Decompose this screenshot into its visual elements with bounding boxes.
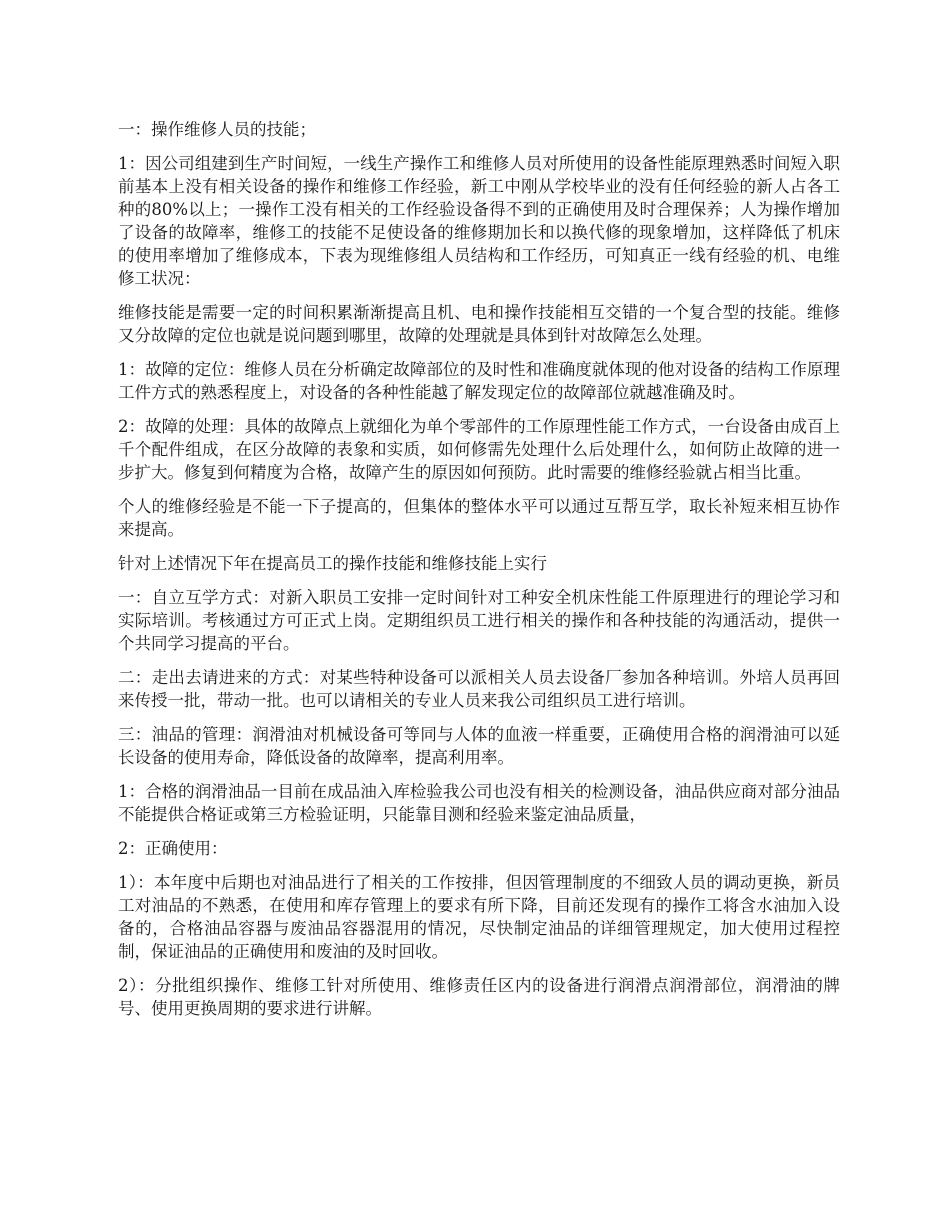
paragraph-lubrication-training: 2）：分批组织操作、维修工针对所使用、维修责任区内的设备进行润滑点润滑部位，润滑油的牌号、使用更换周期的要求进行讲解。 bbox=[118, 976, 840, 1018]
paragraph-correct-use-heading: 2：正确使用： bbox=[118, 839, 228, 858]
document-body bbox=[118, 118, 840, 1031]
paragraph-collective-experience: 个人的维修经验是不能一下子提高的，但集体的整体水平可以通过互帮互学，取长补短来相互协作来提高。 bbox=[118, 497, 840, 539]
paragraph-staff-experience: 1：因公司组建到生产时间短，一线生产操作工和维修人员对所使用的设备性能原理熟悉时间短入职前基本上没有相关设备的操作和维修工作经验，新工中刚从学校毕业的没有任何经验的新人占各工种的80%以上；一操作工没有相关的工作经验设备得不到的正确使用及时合理保养；人为操作增加了设备的故障率，维修工的技能不足使设备的维修期加长和以换代修的现象增加，这样降低了机床的使用率增加了维修成本，下表为现维修组人员结构和工作经历，可知真正一线有经验的机、电维修工状况： bbox=[118, 154, 840, 288]
paragraph-self-study: 一：自立互学方式：对新入职员工安排一定时间针对工种安全机床性能工件原理进行的理论学习和实际培训。考核通过方可正式上岗。定期组织员工进行相关的操作和各种技能的沟通活动，提供一个共同学习提高的平台。 bbox=[118, 588, 840, 653]
paragraph-plan-intro: 针对上述情况下年在提高员工的操作技能和维修技能上实行 bbox=[118, 554, 547, 573]
paragraph-qualified-oil: 1：合格的润滑油品一目前在成品油入库检验我公司也没有相关的检测设备，油品供应商对部分油品不能提供合格证或第三方检验证明，只能靠目测和经验来鉴定油品质量， bbox=[118, 782, 840, 824]
paragraph-oil-usage-issues: 1）：本年度中后期也对油品进行了相关的工作按排，但因管理制度的不细致人员的调动更换，新员工对油品的不熟悉，在使用和库存管理上的要求有所下降，目前还发现有的操作工将含水油加入设备的，合格油品容器与废油品容器混用的情况，尽快制定油品的详细管理规定，加大使用过程控制，保证油品的正确使用和废油的及时回收。 bbox=[118, 873, 840, 961]
paragraph-maintenance-skills: 维修技能是需要一定的时间积累渐渐提高且机、电和操作技能相互交错的一个复合型的技能。维修又分故障的定位也就是说问题到哪里，故障的处理就是具体到针对故障怎么处理。 bbox=[118, 303, 840, 345]
section-heading-operator-skills: 一：操作维修人员的技能； bbox=[118, 120, 316, 139]
paragraph-fault-handling: 2：故障的处理：具体的故障点上就细化为单个零部件的工作原理性能工作方式，一台设备由成百上千个配件组成，在区分故障的表象和实质，如何修需先处理什么后处理什么，如何防止故障的进一步扩大。修复到何精度为合格，故障产生的原因如何预防。此时需要的维修经验就占相当比重。 bbox=[118, 417, 840, 482]
paragraph-fault-location: 1：故障的定位：维修人员在分析确定故障部位的及时性和准确度就体现的他对设备的结构工作原理工件方式的熟悉程度上，对设备的各种性能越了解发现定位的故障部位就越准确及时。 bbox=[118, 360, 840, 402]
paragraph-external-training: 二：走出去请进来的方式：对某些特种设备可以派相关人员去设备厂参加各种培训。外培人员再回来传授一批，带动一批。也可以请相关的专业人员来我公司组织员工进行培训。 bbox=[118, 668, 840, 710]
paragraph-oil-management: 三：油品的管理：润滑油对机械设备可等同与人体的血液一样重要，正确使用合格的润滑油可以延长设备的使用寿命，降低设备的故障率，提高利用率。 bbox=[118, 725, 840, 767]
